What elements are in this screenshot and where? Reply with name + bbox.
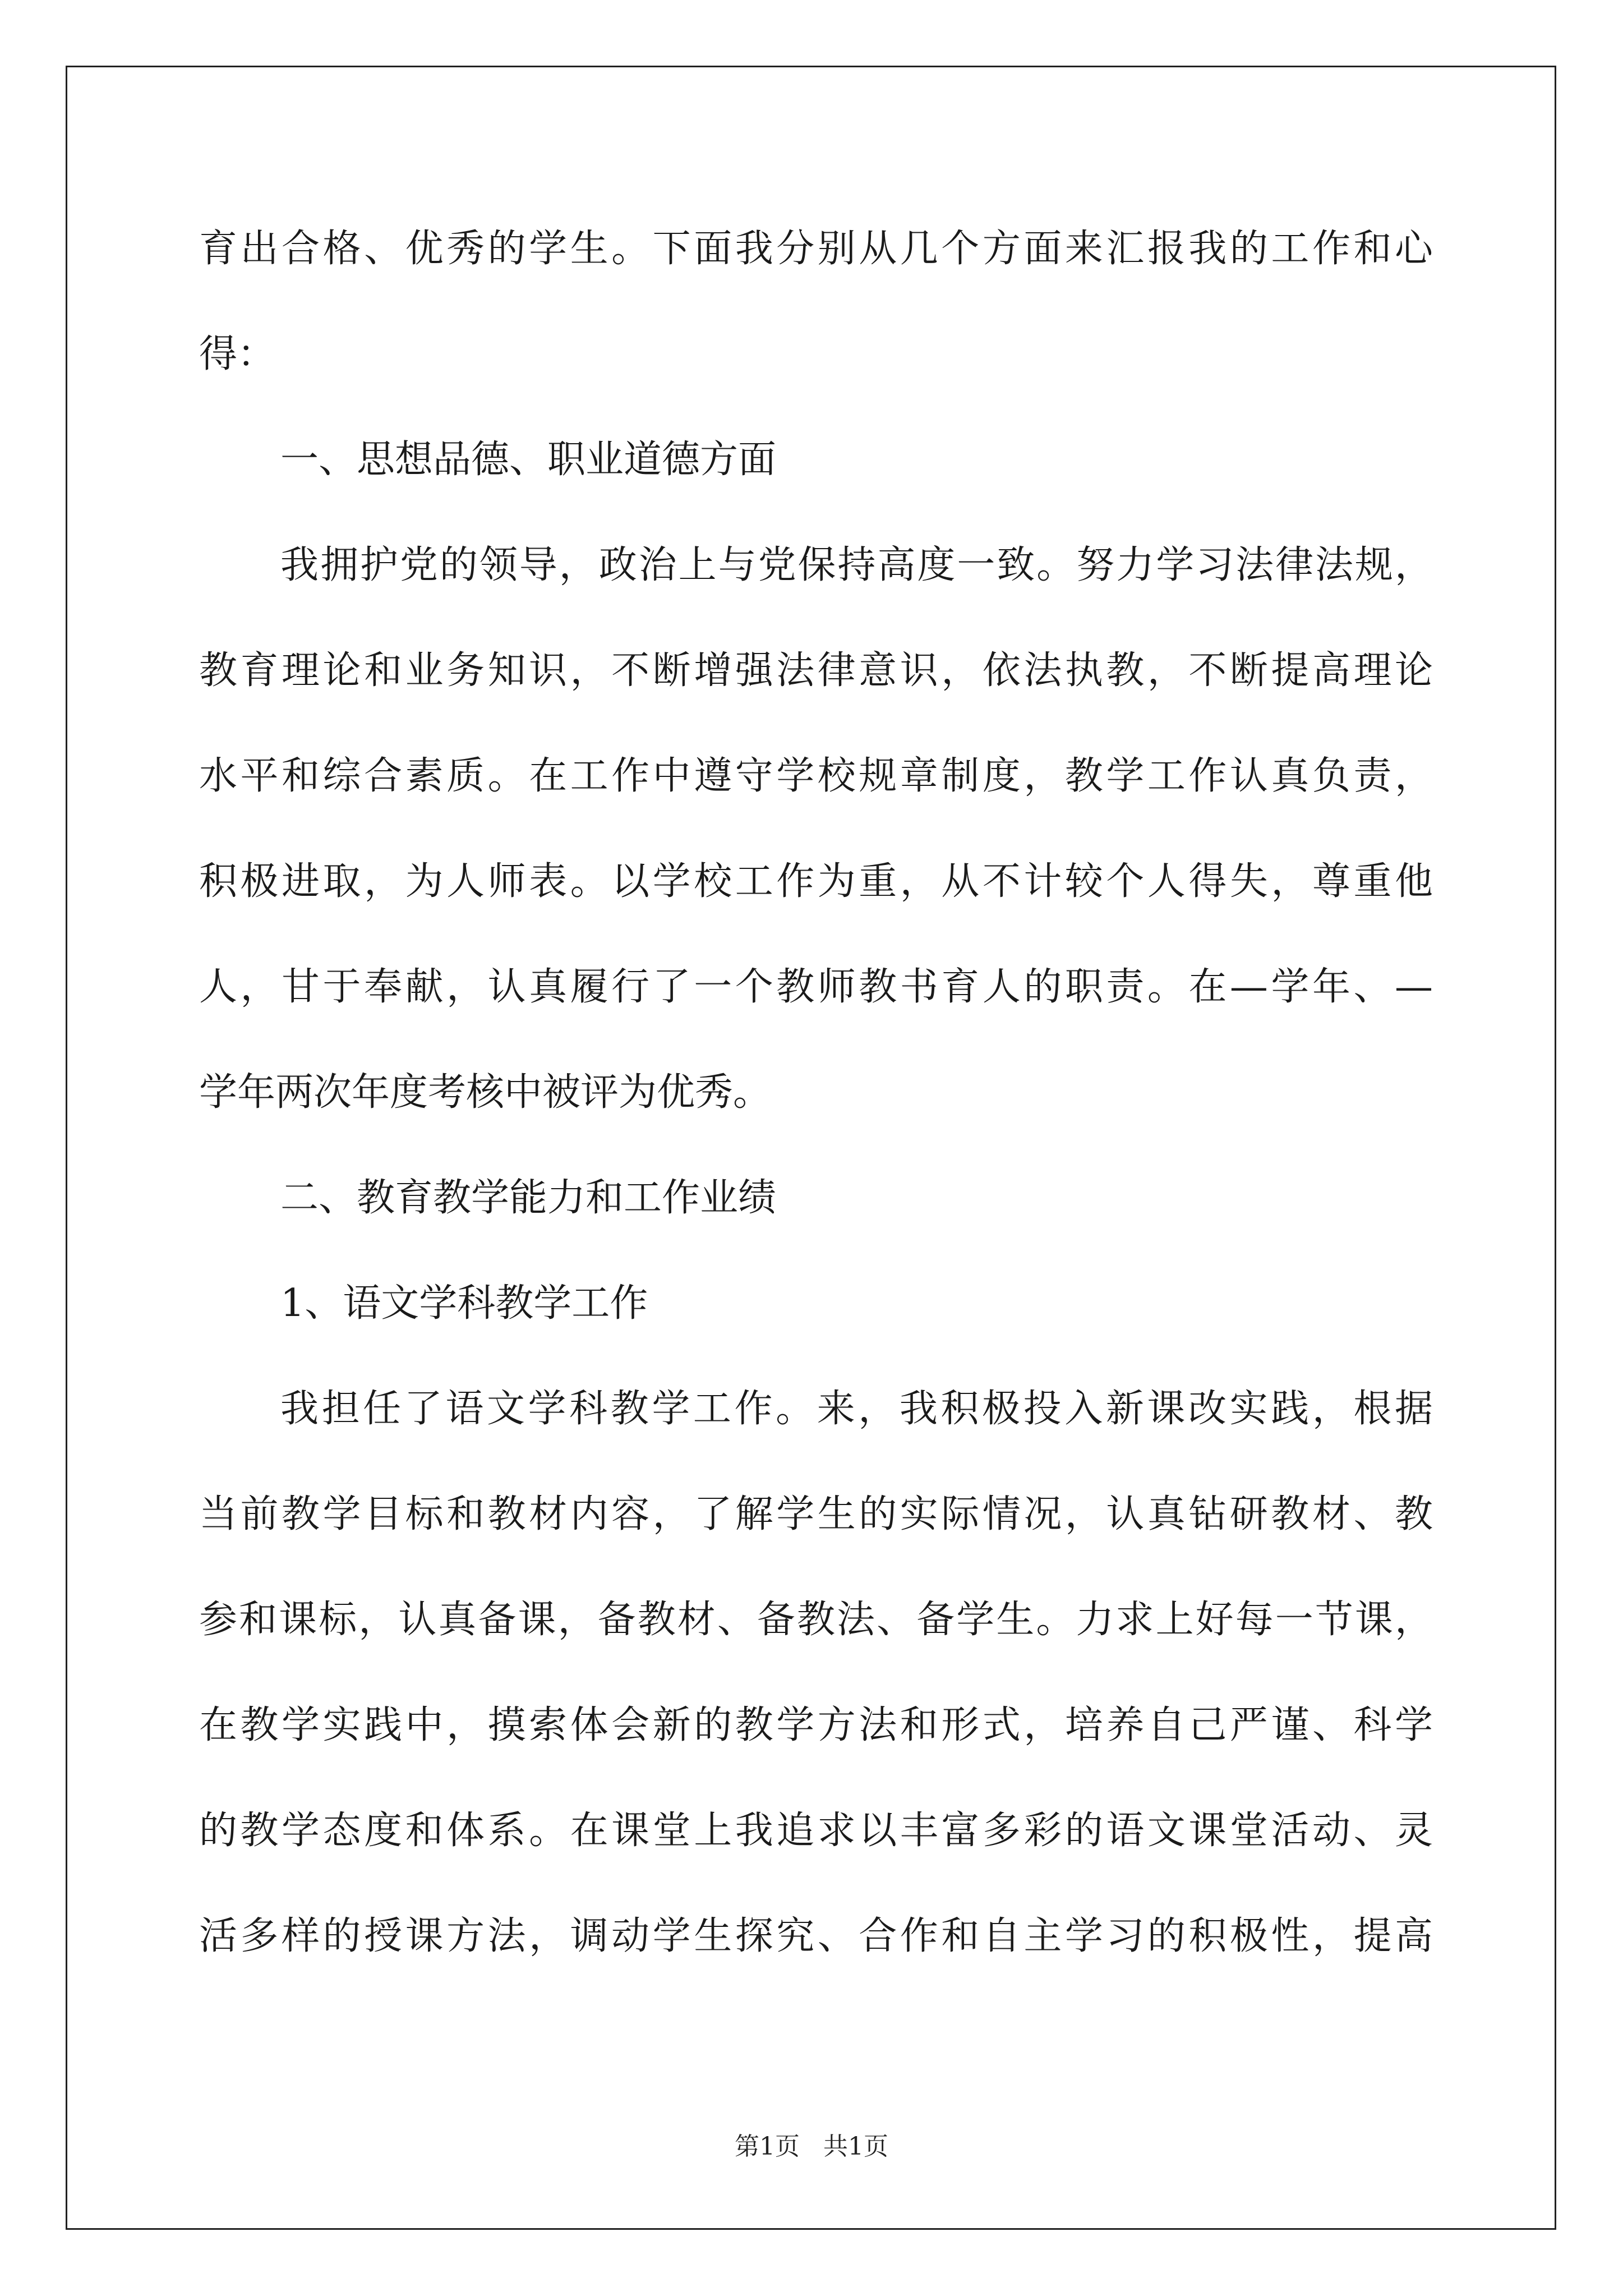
text-line: 参和课标，认真备课，备教材、备教法、备学生。力求上好每一节课， bbox=[199, 1598, 1433, 1642]
text-line: 学年两次年度考核中被评为优秀。 bbox=[199, 1070, 772, 1115]
text-line: 育出合格、优秀的学生。下面我分别从几个方面来汇报我的工作和心 bbox=[199, 227, 1433, 271]
text-line: 教育理论和业务知识，不断增强法律意识，依法执教，不断提高理论 bbox=[199, 648, 1433, 693]
text-line: 的教学态度和体系。在课堂上我追求以丰富多彩的语文课堂活动、灵 bbox=[199, 1809, 1433, 1853]
text-line: 积极进取，为人师表。以学校工作为重，从不计较个人得失，尊重他 bbox=[199, 859, 1433, 904]
text-line: 1、语文学科教学工作 bbox=[280, 1281, 648, 1326]
text-line: 当前教学目标和教材内容，了解学生的实际情况，认真钻研教材、教 bbox=[199, 1492, 1433, 1536]
text-line: 我担任了语文学科教学工作。来，我积极投入新课改实践，根据 bbox=[280, 1387, 1433, 1431]
text-line: 我拥护党的领导，政治上与党保持高度一致。努力学习法律法规， bbox=[280, 543, 1433, 587]
text-line: 二、教育教学能力和工作业绩 bbox=[280, 1176, 777, 1220]
text-line: 水平和综合素质。在工作中遵守学校规章制度，教学工作认真负责， bbox=[199, 754, 1433, 798]
text-line: 人，甘于奉献，认真履行了一个教师教书育人的职责。在—学年、— bbox=[199, 965, 1433, 1009]
text-line: 在教学实践中，摸索体会新的教学方法和形式，培养自己严谨、科学 bbox=[199, 1703, 1433, 1747]
text-line: 得： bbox=[199, 332, 276, 376]
document-body bbox=[199, 196, 1433, 1989]
page-footer: 第1页 共1页 bbox=[735, 2132, 888, 2161]
text-line: 一、思想品德、职业道德方面 bbox=[280, 438, 777, 482]
text-line: 活多样的授课方法，调动学生探究、合作和自主学习的积极性，提高 bbox=[199, 1914, 1433, 1958]
